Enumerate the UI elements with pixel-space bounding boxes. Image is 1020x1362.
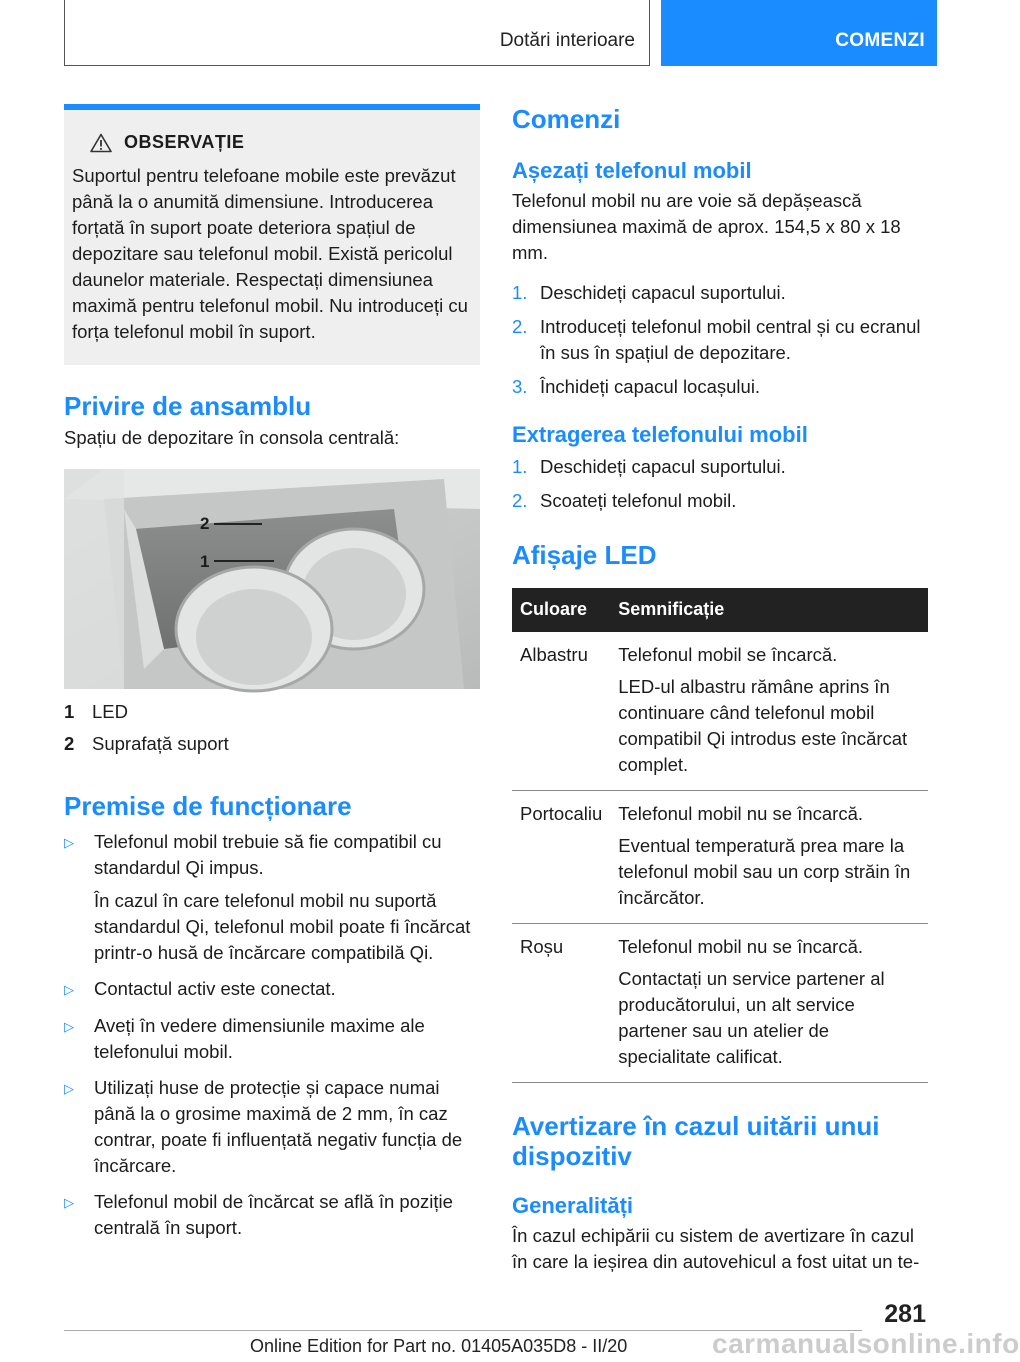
led-meaning-text: Telefonul mobil nu se încarcă. [618,803,864,824]
header-chapter-title: COMENZI [835,30,925,51]
photo-label-1: 1 [200,552,210,571]
controls-heading: Comenzi [512,104,621,134]
list-item [64,1075,480,1179]
table-row [512,791,928,924]
general-text: În cazul echipării cu sistem de avertizare în cazul în care la ieșirea din autovehicul a fost uitat un te- [512,1225,920,1272]
table-row [512,632,928,791]
triangle-bullet-icon: ▷ [64,982,74,997]
step-item [512,280,928,306]
col-header-color: Culoare [512,588,610,632]
led-color-cell: Roșu [512,924,610,1083]
warning-text: Suportul pentru telefoane mobile este prevăzut până la o anumită dimensiune. Introducerea forțată în suport poate deteriora spațiul de depozitare sau telefonul mobil. Există pericolul daunelor materiale. Respectați dimensiunea maximă pentru telefonul mobil. Nu introduceți cu forța telefonul mobil în suport. [72,165,468,342]
photo-legend [64,699,480,757]
warning-box [64,104,480,365]
legend-item [64,699,480,725]
triangle-bullet-icon: ▷ [64,835,74,850]
list-item-text: Telefonul mobil de încărcat se află în poziție centrală în suport. [94,1191,453,1238]
list-item [64,1189,480,1241]
header-section-title: Dotări interioare [499,30,635,51]
step-text: Închideți capacul locașului. [540,376,761,397]
warning-title: OBSERVAȚIE [124,132,245,152]
legend-text: LED [92,701,128,722]
triangle-bullet-icon: ▷ [64,1081,74,1096]
legend-number: 2 [64,733,75,754]
step-number: 1. [512,282,528,303]
led-color-cell: Portocaliu [512,791,610,924]
overview-intro: Spațiu de depozitare în consola centrală: [64,427,400,448]
page-number: 281 [884,1300,926,1328]
right-column [512,104,928,1275]
prereq-list [64,829,480,1241]
step-item [512,314,928,366]
legend-text: Suprafață suport [92,733,229,754]
led-meaning-text: Eventual temperatură prea mare la telefonul mobil sau un corp străin în încărcător. [618,835,911,908]
triangle-bullet-icon: ▷ [64,1195,74,1210]
list-item-text: Telefonul mobil trebuie să fie compatibil cu standardul Qi impus. [94,831,442,878]
col-header-meaning: Semnificație [610,588,928,632]
list-item [64,976,480,1003]
list-item [64,1013,480,1065]
left-column [64,104,480,1251]
list-item-text: Contactul activ este conectat. [94,978,336,999]
led-meaning-text: Contactați un service partener al producătorului, un alt service partener sau un atelier de specialitate calificat. [618,968,885,1067]
step-text: Deschideți capacul suportului. [540,282,786,303]
remove-steps [512,454,928,514]
legend-number: 1 [64,701,75,722]
prereq-heading: Premise de funcționare [64,791,352,821]
step-item [512,488,928,514]
overview-heading: Privire de ansamblu [64,391,312,421]
forgotten-device-heading: Avertizare în cazul uitării unui dispozitiv [512,1111,880,1171]
led-table [512,588,928,1083]
led-heading: Afișaje LED [512,540,657,570]
list-item-text: Aveți în vedere dimensiunile maxime ale telefonului mobil. [94,1015,425,1062]
table-header-row [512,588,928,632]
general-heading: Generalități [512,1193,634,1218]
step-item [512,454,928,480]
led-meaning-cell [610,632,928,791]
list-item [64,829,480,966]
step-text: Introduceți telefonul mobil central și cu ecranul în sus în spațiul de depozitare. [540,316,921,363]
triangle-bullet-icon: ▷ [64,1019,74,1034]
step-text: Scoateți telefonul mobil. [540,490,737,511]
place-phone-intro: Telefonul mobil nu are voie să depășească dimensiunea maximă de aprox. 154,5 x 80 x 18 mm. [512,190,901,263]
storage-compartment-illustration [64,469,480,689]
led-meaning-cell [610,791,928,924]
storage-compartment-photo [64,469,480,689]
header-section-tab [64,0,650,66]
legend-item [64,731,480,757]
step-number: 2. [512,316,528,337]
led-color-cell: Albastru [512,632,610,791]
place-steps [512,280,928,400]
step-number: 3. [512,376,528,397]
list-item-text: În cazul în care telefonul mobil nu suportă standardul Qi, telefonul mobil poate fi încărcat printr-o husă de încărcare compatibilă Qi. [94,890,471,963]
table-row [512,924,928,1083]
step-text: Deschideți capacul suportului. [540,456,786,477]
step-item [512,374,928,400]
footer-edition: Online Edition for Part no. 01405A035D8 - II/20 [250,1336,628,1356]
led-meaning-cell [610,924,928,1083]
led-meaning-text: Telefonul mobil se încarcă. [618,644,838,665]
header-chapter-tab [661,0,937,66]
photo-label-2: 2 [200,514,210,533]
warning-header [90,132,472,153]
led-meaning-text: Telefonul mobil nu se încarcă. [618,936,864,957]
remove-phone-heading: Extragerea telefonului mobil [512,422,808,447]
place-phone-heading: Așezați telefonul mobil [512,158,752,183]
led-meaning-text: LED-ul albastru rămâne aprins în continuare când telefonul mobil compatibil Qi introdus este încărcat complet. [618,676,908,775]
step-number: 2. [512,490,528,511]
step-number: 1. [512,456,528,477]
warning-triangle-icon [90,133,112,153]
list-item-text: Utilizați huse de protecție și capace numai până la o grosime maximă de 2 mm, în caz contrar, poate fi influențată negativ funcția de încărcare. [94,1077,463,1176]
watermark-text: carmanualsonline.info [712,1328,1020,1359]
